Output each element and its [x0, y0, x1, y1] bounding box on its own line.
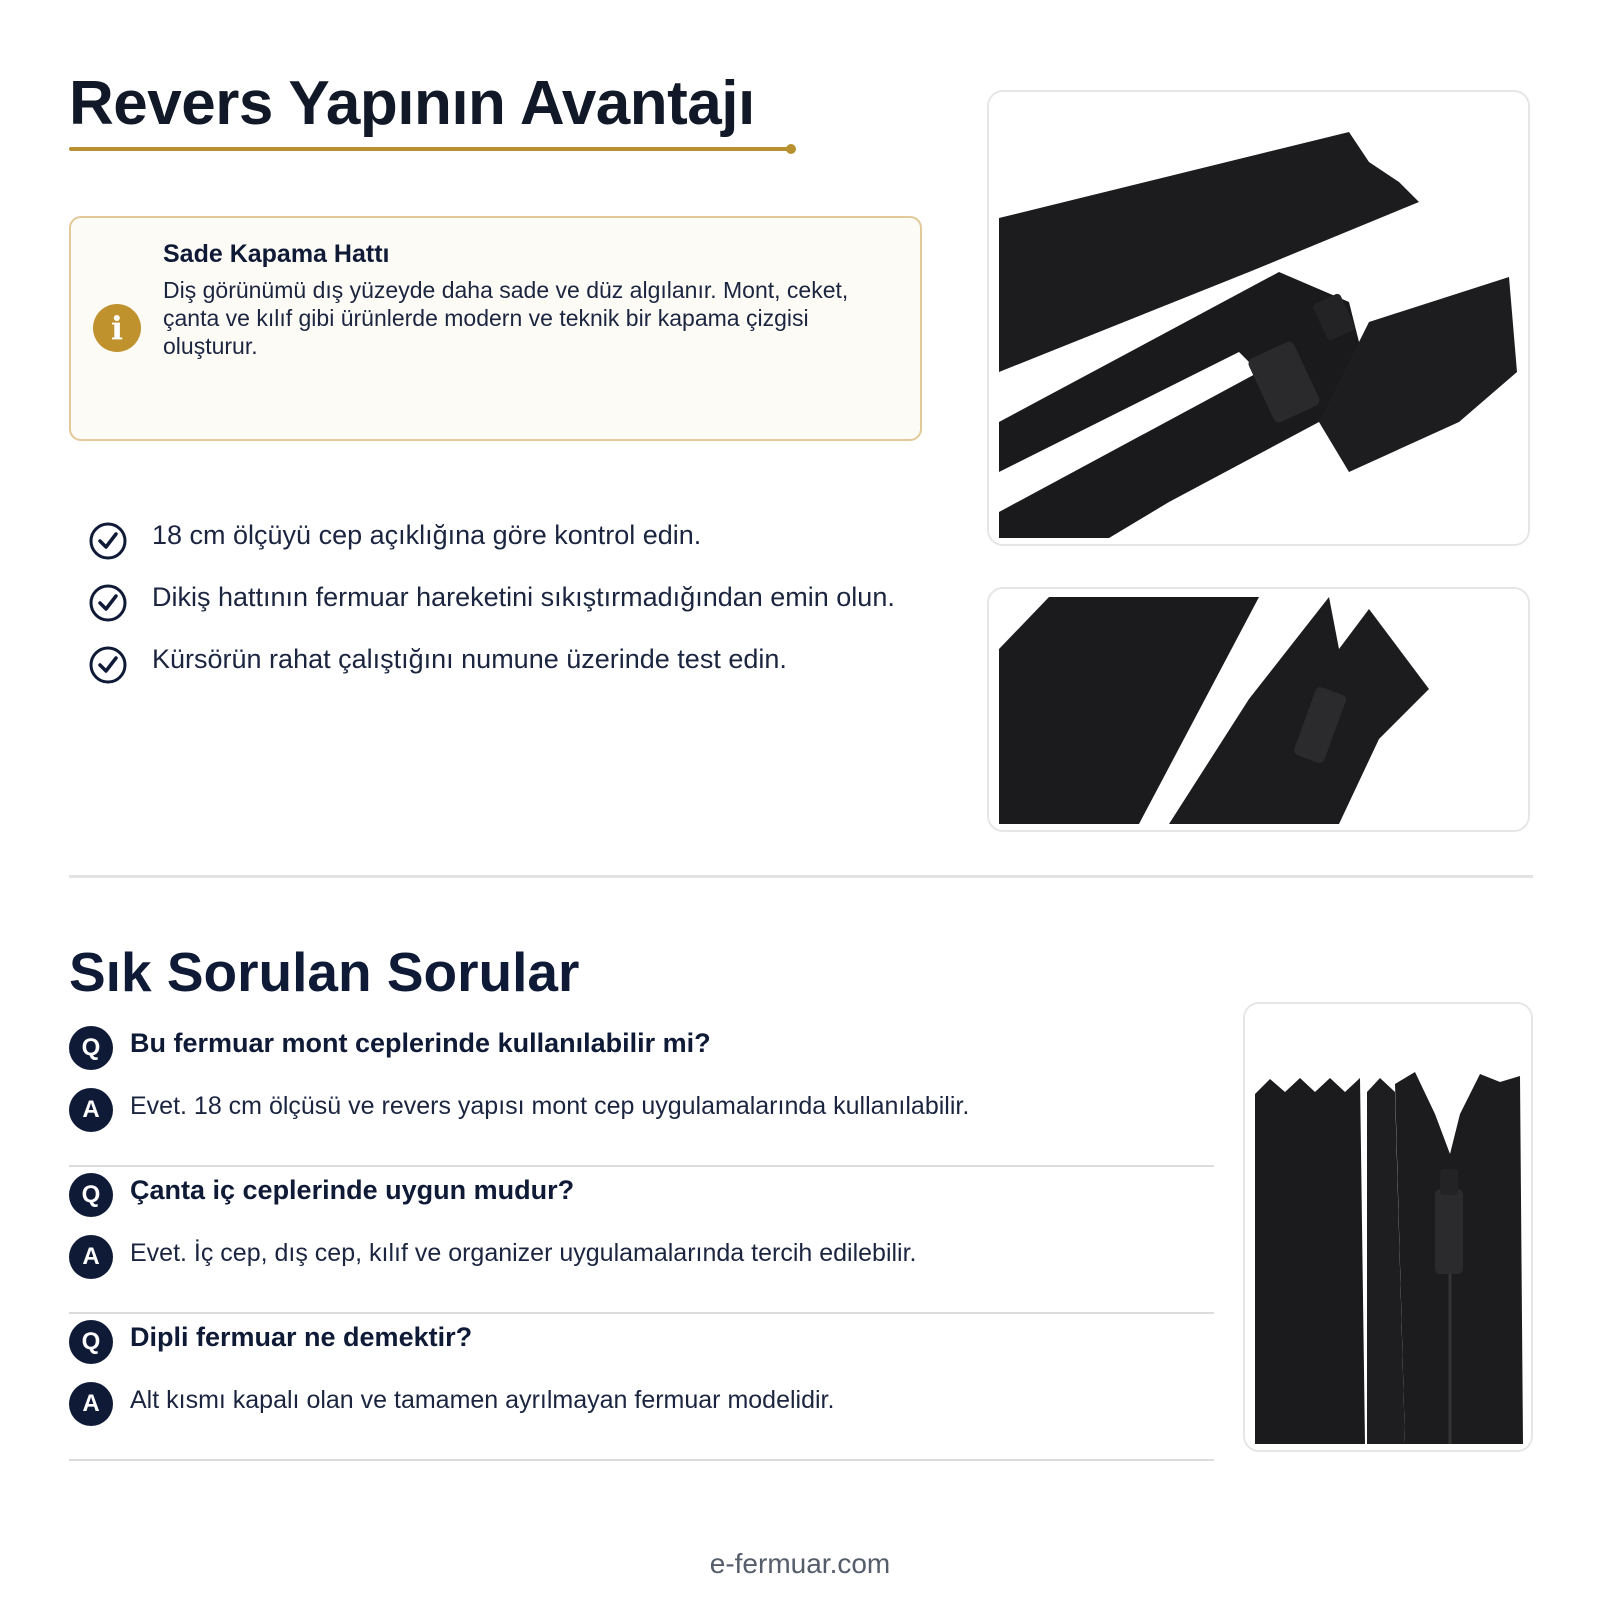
check-circle-icon — [88, 521, 128, 561]
checklist-text: 18 cm ölçüyü cep açıklığına göre kontrol edin. — [152, 520, 702, 550]
faq-item — [69, 1167, 1214, 1314]
faq-answer: Evet. 18 cm ölçüsü ve revers yapısı mont cep uygulamalarında kullanılabilir. — [130, 1092, 970, 1120]
section-title-faq: Sık Sorulan Sorular — [69, 941, 580, 1003]
answer-badge: A — [69, 1382, 113, 1426]
checklist-text: Kürsörün rahat çalıştığını numune üzerinde test edin. — [152, 644, 787, 674]
tips-checklist — [88, 515, 928, 701]
answer-badge: A — [69, 1088, 113, 1132]
zipper-image — [1245, 1004, 1533, 1452]
question-badge: Q — [69, 1026, 113, 1070]
info-box — [69, 216, 922, 441]
section-divider — [69, 875, 1533, 878]
zipper-photo-2 — [987, 587, 1530, 832]
faq-question-row — [69, 1173, 1214, 1217]
title-underline-dot — [786, 144, 796, 154]
faq-question: Çanta iç ceplerinde uygun mudur? — [130, 1175, 575, 1205]
faq-list — [69, 1020, 1214, 1461]
faq-answer-row — [69, 1235, 1214, 1279]
faq-question: Bu fermuar mont ceplerinde kullanılabilir mi? — [130, 1028, 711, 1058]
checklist-item — [88, 639, 928, 701]
faq-answer: Alt kısmı kapalı olan ve tamamen ayrılmayan fermuar modelidir. — [130, 1386, 835, 1414]
zipper-photo-1 — [987, 90, 1530, 546]
faq-answer-row — [69, 1088, 1214, 1132]
section-title-revers: Revers Yapının Avantajı — [69, 69, 755, 138]
checklist-item — [88, 577, 928, 639]
zipper-image — [989, 589, 1530, 832]
faq-item — [69, 1314, 1214, 1461]
check-circle-icon — [88, 583, 128, 623]
question-badge: Q — [69, 1173, 113, 1217]
faq-question-row — [69, 1320, 1214, 1364]
info-icon: i — [93, 304, 141, 352]
faq-answer-row — [69, 1382, 1214, 1426]
faq-answer: Evet. İç cep, dış cep, kılıf ve organizer uygulamalarında tercih edilebilir. — [130, 1239, 917, 1267]
answer-badge: A — [69, 1235, 113, 1279]
info-box-text: Diş görünümü dış yüzeyde daha sade ve düz algılanır. Mont, ceket, çanta ve kılıf gibi ürünlerde modern ve teknik bir kapama çizgisi oluşturur. — [163, 277, 849, 359]
faq-question: Dipli fermuar ne demektir? — [130, 1322, 473, 1352]
footer-website: e-fermuar.com — [709, 1548, 891, 1579]
faq-question-row — [69, 1026, 1214, 1070]
question-badge: Q — [69, 1320, 113, 1364]
info-box-title: Sade Kapama Hattı — [163, 240, 390, 268]
zipper-image — [989, 92, 1530, 546]
faq-item — [69, 1020, 1214, 1167]
check-circle-icon — [88, 645, 128, 685]
title-underline — [69, 147, 794, 151]
checklist-text: Dikiş hattının fermuar hareketini sıkıştırmadığından emin olun. — [152, 582, 895, 612]
checklist-item — [88, 515, 928, 577]
zipper-photo-3 — [1243, 1002, 1533, 1452]
